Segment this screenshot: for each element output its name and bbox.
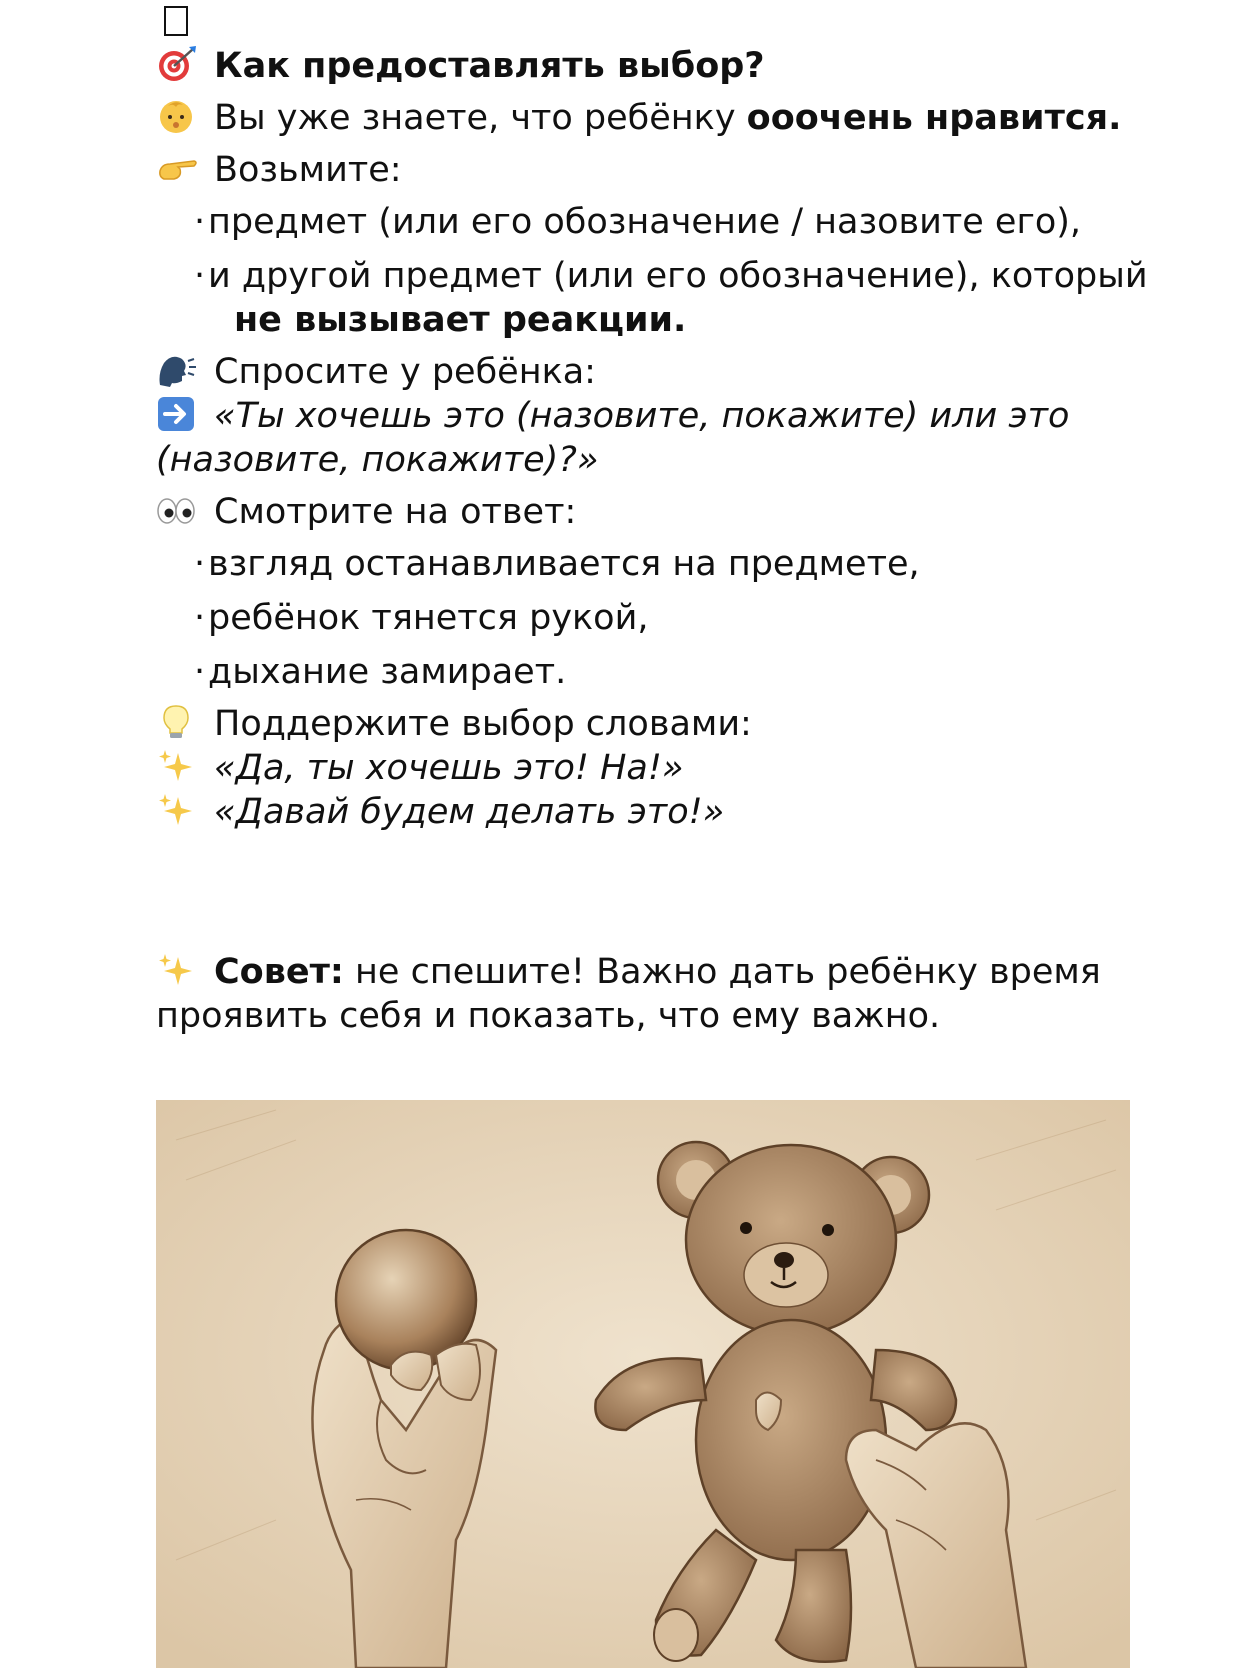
support-phrase-1: «Да, ты хочешь это! На!»: [156, 746, 683, 790]
target-icon: [156, 45, 198, 83]
section-heading: Как предоставлять выбор?: [156, 44, 765, 88]
support-phrase-2: «Давай будем делать это!»: [156, 790, 724, 834]
sparkles-icon: [156, 747, 198, 785]
tip-line-2: проявить себя и показать, что ему важно.: [156, 996, 941, 1036]
ask-quote-line-2: (назовите, покажите)?»: [156, 440, 599, 480]
take-item-1: ·предмет (или его обозначение / назовите его),: [194, 202, 1082, 242]
take-item-2: ·и другой предмет (или его обозначение), который: [194, 256, 1148, 296]
baby-face-icon: [156, 97, 198, 135]
missing-glyph-box: [164, 6, 188, 36]
speaking-head-icon: [156, 351, 198, 389]
watch-item-3: ·дыхание замирает.: [194, 652, 567, 692]
take-item-2-continuation: не вызывает реакции.: [234, 300, 687, 340]
watch-item-2: ·ребёнок тянется рукой,: [194, 598, 649, 638]
intro-line: Вы уже знаете, что ребёнку ооочень нравится.: [156, 96, 1121, 140]
eyes-icon: [156, 491, 198, 529]
tip-line-1: Совет: не спешите! Важно дать ребёнку время: [156, 950, 1101, 994]
watch-item-1: ·взгляд останавливается на предмете,: [194, 544, 920, 584]
ask-quote-line-1: «Ты хочешь это (назовите, покажите) или это: [156, 394, 1069, 438]
sketch-illustration: [156, 1100, 1130, 1668]
watch-label: Смотрите на ответ:: [156, 490, 576, 534]
right-arrow-icon: [156, 395, 198, 433]
sketch-canvas: [156, 1100, 1130, 1668]
sparkles-icon: [156, 951, 198, 989]
sparkles-icon: [156, 791, 198, 829]
support-label: Поддержите выбор словами:: [156, 702, 752, 746]
pointing-hand-icon: [156, 149, 198, 187]
light-bulb-icon: [156, 703, 198, 741]
take-label: Возьмите:: [156, 148, 402, 192]
ask-label: Спросите у ребёнка:: [156, 350, 596, 394]
